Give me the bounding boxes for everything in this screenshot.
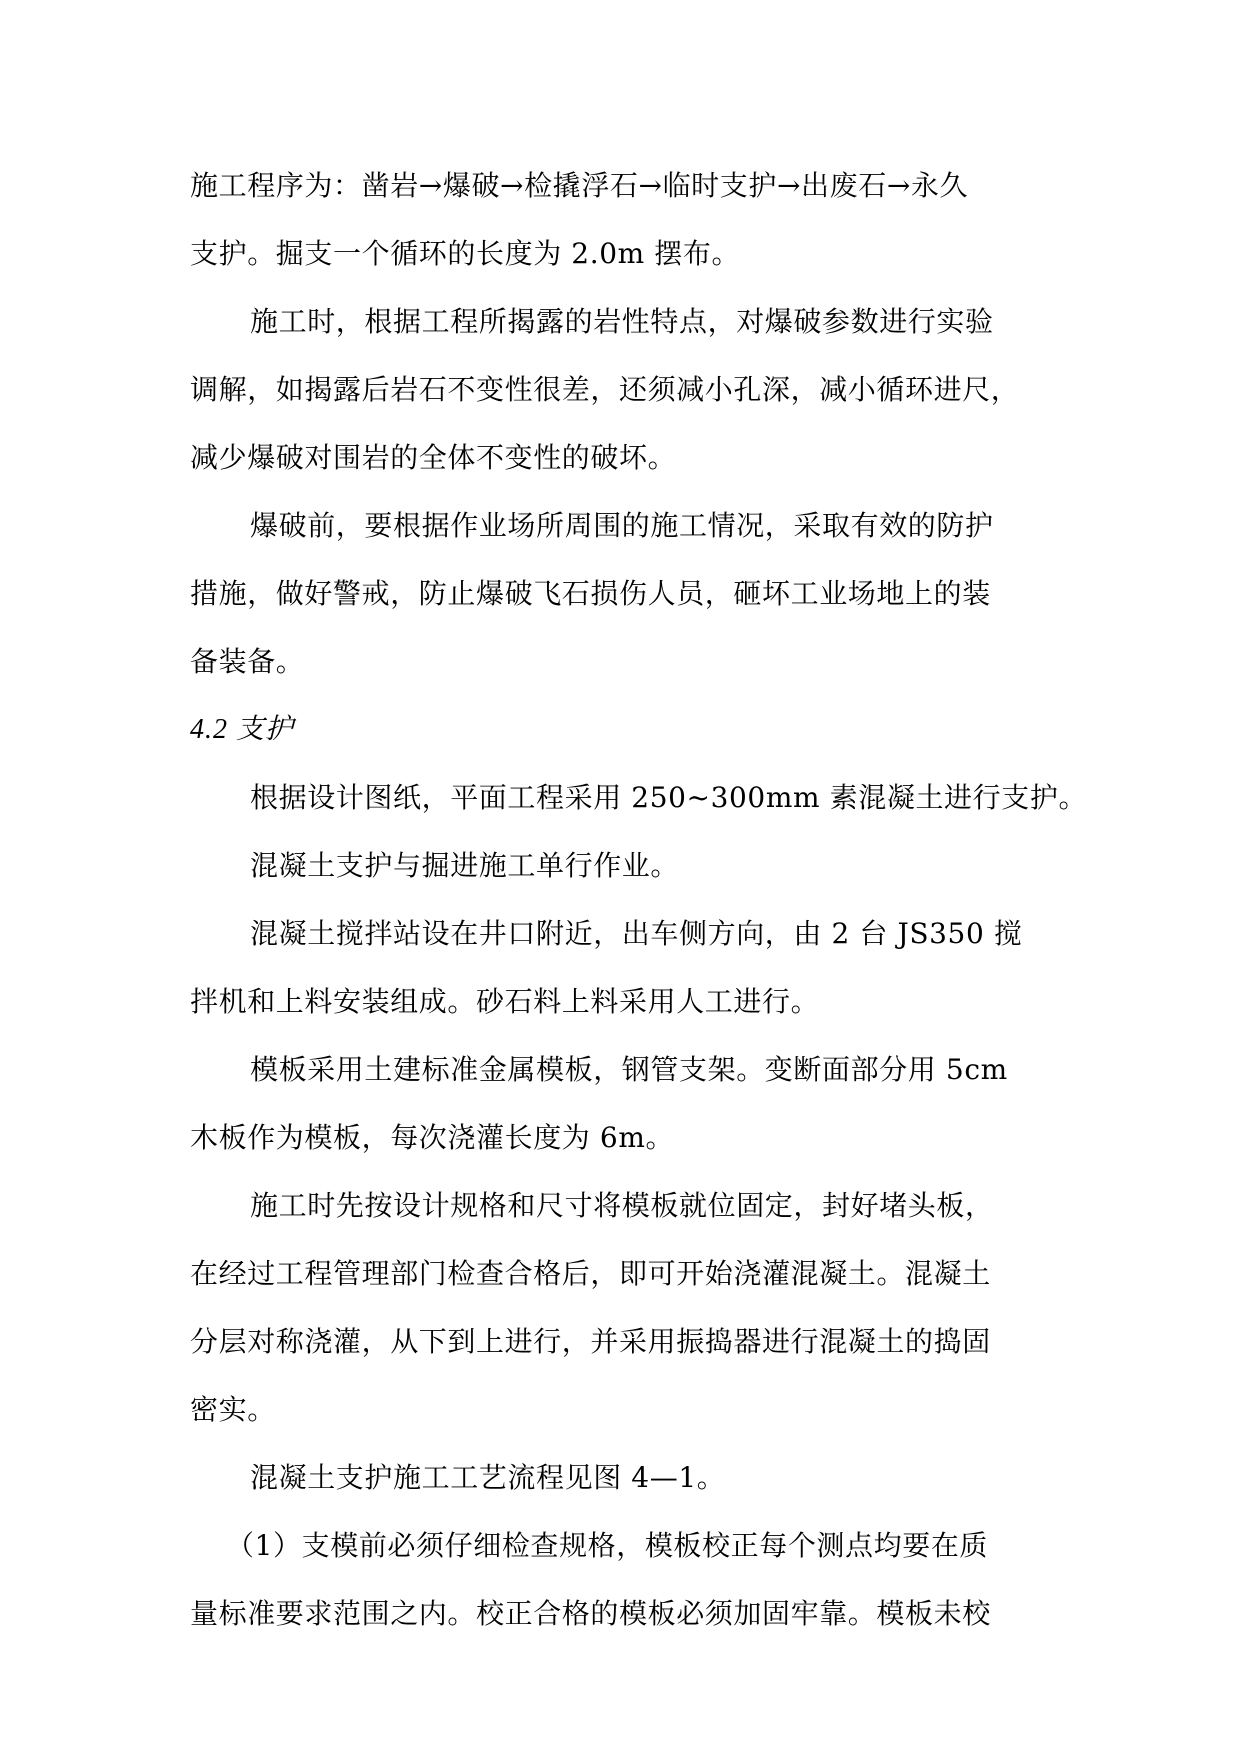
paragraph-line: 爆破前，要根据作业场所周围的施工情况，采取有效的防护 (250, 509, 994, 542)
paragraph-line: 施工时，根据工程所揭露的岩性特点，对爆破参数进行实验 (250, 305, 994, 338)
paragraph-line: 在经过工程管理部门检查合格后，即可开始浇灌混凝土。混凝土 (190, 1257, 991, 1290)
paragraph-line: 调解，如揭露后岩石不变性很差，还须减小孔深，减小循环进尺， (190, 373, 1020, 406)
paragraph-line: 施工时先按设计规格和尺寸将模板就位固定，封好堵头板， (250, 1189, 994, 1222)
paragraph-line: 减少爆破对围岩的全体不变性的破坏。 (190, 441, 677, 474)
paragraph-line: 分层对称浇灌，从下到上进行，并采用振捣器进行混凝土的捣固 (190, 1325, 991, 1358)
paragraph-line: 混凝土支护施工工艺流程见图 4—1。 (250, 1461, 726, 1494)
paragraph-line: 拌机和上料安装组成。砂石料上料采用人工进行。 (190, 985, 820, 1018)
section-heading: 4.2 支护 (190, 714, 295, 745)
paragraph-line: 施工程序为：凿岩→爆破→检撬浮石→临时支护→出废石→永久 (190, 169, 969, 202)
paragraph-line: 密实。 (190, 1393, 276, 1426)
paragraph-line: 量标准要求范围之内。校正合格的模板必须加固牢靠。模板未校 (190, 1597, 991, 1630)
paragraph-line: 备装备。 (190, 645, 305, 678)
paragraph-line: 模板采用土建标准金属模板，钢管支架。变断面部分用 5cm (250, 1053, 1008, 1086)
paragraph-line: 混凝土支护与掘进施工单行作业。 (250, 849, 680, 882)
paragraph-line: 支护。掘支一个循环的长度为 2.0m 摆布。 (190, 237, 741, 270)
paragraph-line: 木板作为模板，每次浇灌长度为 6m。 (190, 1121, 675, 1154)
paragraph-line: 措施，做好警戒，防止爆破飞石损伤人员，砸坏工业场地上的装 (190, 577, 991, 610)
paragraph-line: 根据设计图纸，平面工程采用 250~300mm 素混凝土进行支护。 (250, 781, 1088, 814)
numbered-item-line: （1）支模前必须仔细检查规格，模板校正每个测点均要在质 (226, 1529, 989, 1562)
paragraph-line: 混凝土搅拌站设在井口附近，出车侧方向，由 2 台 JS350 搅 (250, 917, 1023, 950)
